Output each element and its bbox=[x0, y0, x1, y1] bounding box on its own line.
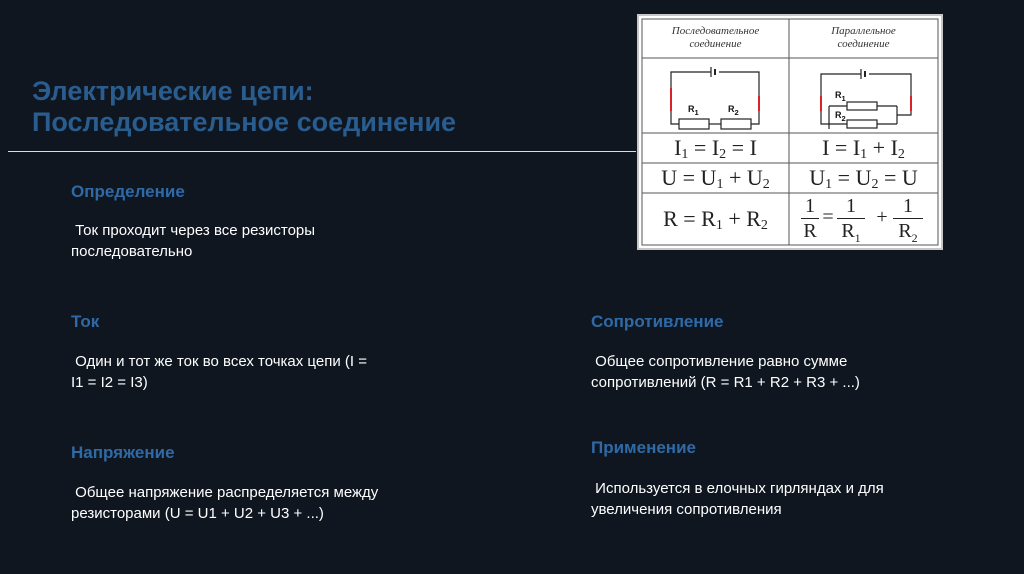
circuit-comparison-table bbox=[637, 14, 943, 250]
voltage-text-line2: резисторами (U = U1 + U2 + U3 + ...) bbox=[71, 505, 324, 522]
slide-title-line1: Электрические цепи: bbox=[32, 76, 314, 106]
parallel-resistance-plus: + bbox=[876, 206, 888, 228]
series-header bbox=[642, 25, 789, 51]
voltage-heading: Напряжение bbox=[71, 443, 175, 462]
current-heading: Ток bbox=[71, 312, 100, 331]
series-header-line2: соединение bbox=[689, 38, 742, 50]
definition-heading: Определение bbox=[71, 182, 185, 201]
series-circuit-diagram bbox=[671, 67, 759, 129]
series-voltage-formula: $U = U_1 + U_2$ bbox=[661, 165, 770, 192]
parallel-r2-label: $R_2$ bbox=[835, 110, 846, 123]
application-text-line2: увеличения сопротивления bbox=[591, 501, 782, 518]
series-resistance-formula: $R = R_1 + R_2$ bbox=[663, 206, 768, 233]
parallel-resistance-equals: = bbox=[822, 206, 834, 228]
parallel-resistance-frac-r2: 1 $R_2$ bbox=[893, 195, 923, 249]
title-divider bbox=[8, 151, 636, 152]
parallel-resistance-frac-total: 1 R bbox=[801, 195, 819, 242]
parallel-header bbox=[789, 25, 938, 51]
parallel-header-line2: соединение bbox=[837, 38, 890, 50]
application-heading: Применение bbox=[591, 438, 696, 457]
current-text bbox=[71, 351, 367, 393]
parallel-r1-label: $R_1$ bbox=[835, 90, 846, 103]
slide-title bbox=[32, 76, 456, 138]
slide-title-line2: Последовательное соединение bbox=[32, 107, 457, 137]
resistance-text-line2: сопротивлений (R = R1 + R2 + R3 + ...) bbox=[591, 374, 860, 391]
definition-text-line1: Ток проходит через все резисторы bbox=[71, 222, 316, 239]
current-text-line2: I1 = I2 = I3) bbox=[71, 374, 148, 391]
series-header-line1: Последовательное bbox=[671, 25, 760, 37]
parallel-header-line1: Параллельное bbox=[831, 25, 896, 37]
series-current-formula: $I_1 = I_2 = I$ bbox=[674, 135, 757, 162]
parallel-voltage-formula: $U_1 = U_2 = U$ bbox=[809, 165, 918, 192]
voltage-text-line1: Общее напряжение распределяется между bbox=[71, 484, 379, 501]
resistance-text bbox=[591, 351, 860, 393]
series-r1-label: $R_1$ bbox=[688, 104, 699, 117]
current-text-line1: Один и тот же ток во всех точках цепи (I = bbox=[71, 353, 367, 370]
series-r2-label: $R_2$ bbox=[728, 104, 739, 117]
application-text-line1: Используется в елочных гирляндах и для bbox=[591, 480, 884, 497]
resistance-text-line1: Общее сопротивление равно сумме bbox=[591, 353, 848, 370]
parallel-current-formula: $I = I_1 + I_2$ bbox=[822, 135, 905, 162]
definition-text bbox=[71, 220, 315, 262]
parallel-resistance-frac-r1: 1 $R_1$ bbox=[837, 195, 865, 249]
definition-text-line2: последовательно bbox=[71, 243, 193, 260]
application-text bbox=[591, 478, 884, 520]
voltage-text bbox=[71, 482, 378, 524]
resistance-heading: Сопротивление bbox=[591, 312, 724, 331]
